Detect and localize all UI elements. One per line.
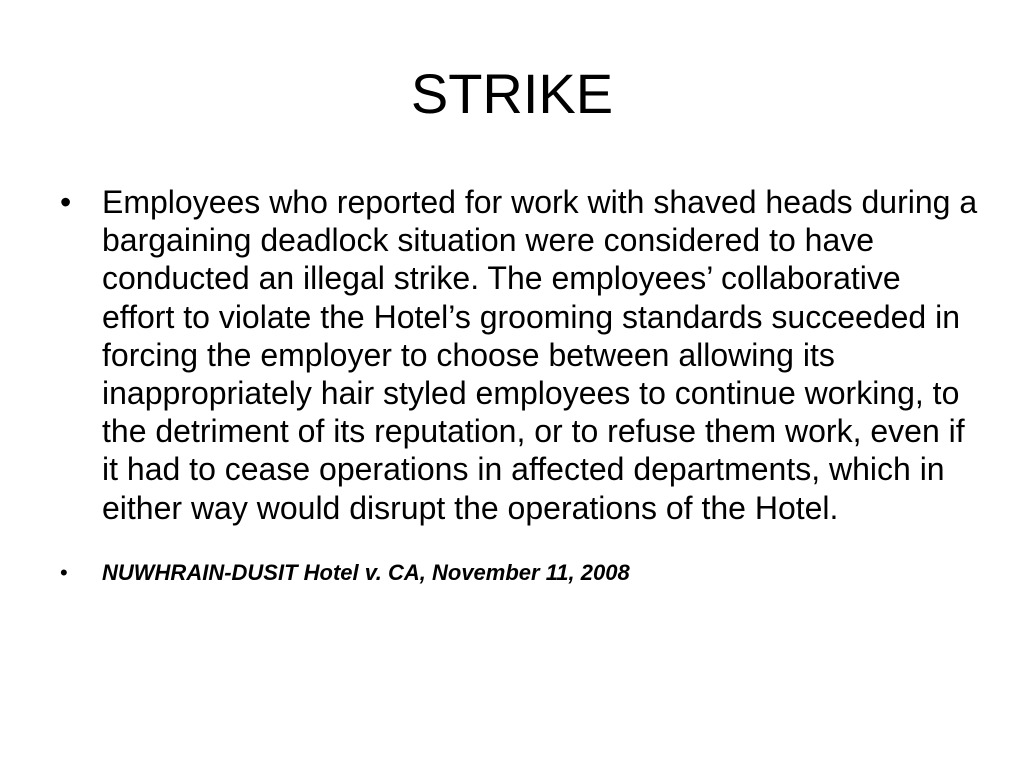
bullet-item-citation bbox=[60, 559, 980, 587]
bullet-text-main: Employees who reported for work with shaved heads during a bargaining deadlock situation were considered to have conducted an illegal strike. The employees’ collaborative effort to violate the Hotel’s grooming standards succeeded in forcing the employer to choose between allowing its inappropriately hair styled employees to continue working, to the detriment of its reputation, or to refuse them work, even if it had to cease operations in affected departments, which in either way would disrupt the operations of the Hotel. bbox=[102, 184, 978, 526]
bullet-item-main bbox=[60, 183, 980, 527]
case-citation: NUWHRAIN-DUSIT Hotel v. CA, November 11, 2008 bbox=[102, 559, 630, 585]
bullet-list bbox=[60, 183, 980, 587]
bullet-marker: • bbox=[60, 184, 72, 220]
bullet-marker: • bbox=[60, 559, 68, 585]
slide-title: STRIKE bbox=[410, 62, 614, 125]
